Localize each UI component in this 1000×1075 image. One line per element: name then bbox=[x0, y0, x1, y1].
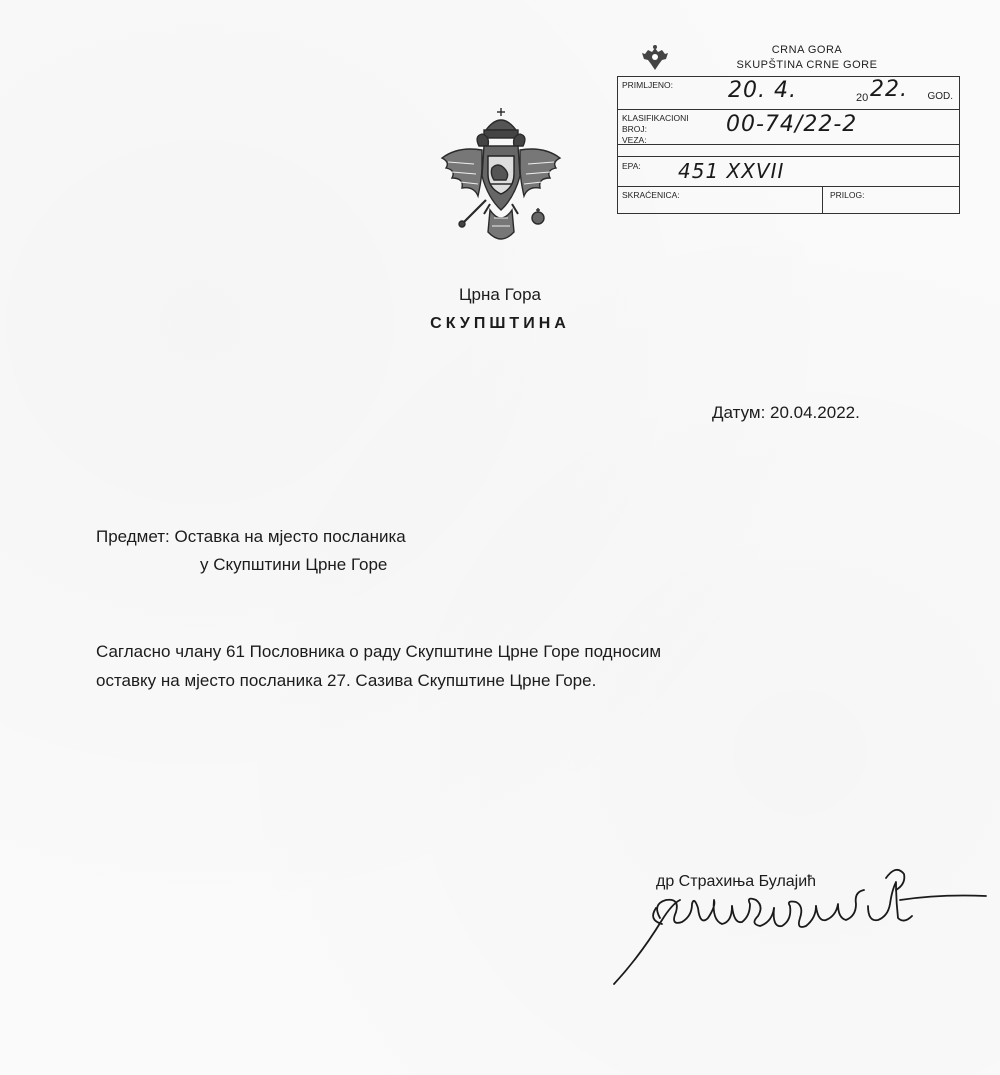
subject-line-2: у Скупштини Црне Горе bbox=[200, 555, 388, 574]
stamp-header bbox=[617, 40, 960, 76]
body-line-2: оставку на мјесто посланика 27. Сазива Скупштине Црне Горе. bbox=[96, 671, 597, 690]
link-label: VEZA: bbox=[622, 135, 647, 145]
class-label-1: KLASIFIKACIONI bbox=[622, 113, 689, 123]
year-value: 22. bbox=[870, 77, 908, 102]
stamp-row-link bbox=[618, 145, 959, 157]
epa-label: EPA: bbox=[622, 161, 641, 171]
stamp-row-abbr bbox=[618, 187, 959, 213]
stamp-row-epa bbox=[618, 157, 959, 187]
stamp-emblem-icon bbox=[639, 44, 671, 74]
subject-block bbox=[96, 523, 406, 579]
attach-label: PRILOG: bbox=[830, 190, 865, 200]
stamp-grid bbox=[617, 76, 960, 214]
signer-name: др Страхиња Булајић bbox=[656, 873, 817, 890]
received-value: 20. 4. bbox=[728, 78, 797, 103]
subject-line-1: Предмет: Оставка на мјесто посланика bbox=[96, 527, 406, 546]
year-prefix: 20 bbox=[856, 92, 869, 104]
registry-stamp bbox=[617, 40, 960, 214]
body-line-1: Сагласно члану 61 Пословника о раду Скупштине Црне Горе подносим bbox=[96, 642, 662, 661]
stamp-divider bbox=[822, 187, 823, 213]
received-label: PRIMLJENO: bbox=[622, 80, 674, 90]
stamp-row-received bbox=[618, 77, 959, 110]
body-text bbox=[96, 637, 896, 695]
year-suffix: GOD. bbox=[927, 91, 953, 102]
stamp-institution: SKUPŠTINA CRNE GORE bbox=[736, 59, 878, 71]
stamp-row-class bbox=[618, 110, 959, 145]
coat-of-arms-icon bbox=[434, 106, 568, 250]
header-country: Црна Гора bbox=[458, 285, 542, 304]
class-label-2: BROJ: bbox=[622, 124, 648, 134]
document-date: Датум: 20.04.2022. bbox=[712, 403, 860, 422]
handwritten-signature bbox=[600, 860, 990, 990]
class-value: 00-74/22-2 bbox=[726, 112, 858, 137]
epa-value: 451 XXVII bbox=[678, 159, 785, 183]
header-institution: СКУПШТИНА bbox=[430, 315, 570, 332]
stamp-country: CRNA GORA bbox=[771, 44, 843, 56]
abbr-label: SKRAĆENICA: bbox=[622, 190, 680, 200]
